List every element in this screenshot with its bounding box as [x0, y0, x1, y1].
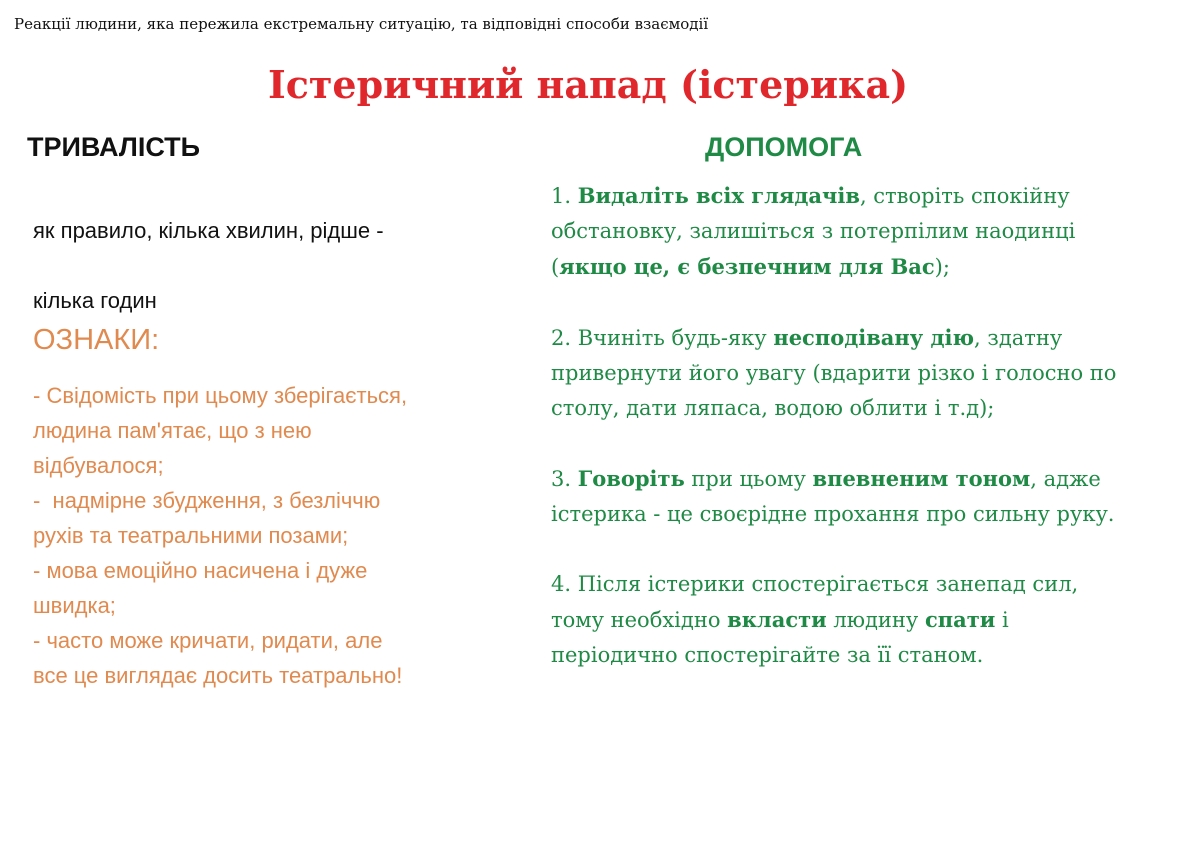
sign-line: - мова емоційно насичена і дуже [33, 558, 368, 583]
help-text: людину [826, 608, 925, 632]
help-emphasis: якщо це, є безпечним для Вас [559, 254, 935, 279]
help-line [551, 178, 1191, 214]
help-heading: ДОПОМОГА [705, 132, 863, 162]
help-line: обстановку, залишіться з потерпілим наодинці [551, 219, 1076, 243]
sign-line: людина пам'ятає, що з нею [33, 418, 312, 443]
help-text: , здатну [974, 326, 1063, 350]
help-line [551, 602, 1191, 638]
help-item-4 [551, 567, 1191, 673]
help-text: , адже [1030, 467, 1101, 491]
help-emphasis: Видаліть всіх глядачів [577, 183, 860, 208]
help-text: , створіть спокійну [859, 184, 1070, 208]
help-text: при цьому [684, 467, 813, 491]
duration-line: як правило, кілька хвилин, рідше - [33, 218, 384, 243]
help-text: ( [551, 255, 560, 279]
help-line [551, 249, 1191, 285]
duration-heading: ТРИВАЛІСТЬ [27, 132, 201, 162]
help-emphasis: Говоріть [577, 466, 685, 491]
help-line: привернути його увагу (вдарити різко і голосно по [551, 361, 1117, 385]
sign-line: - Свідомість при цьому зберігається, [33, 383, 408, 408]
help-line [551, 461, 1191, 497]
sign-line: - часто може кричати, ридати, але [33, 628, 383, 653]
document-caption: Реакції людини, яка пережила екстремальну ситуацію, та відповідні способи взаємодії [14, 15, 709, 33]
help-emphasis: впевненим тоном [812, 466, 1031, 491]
help-item-3 [551, 461, 1191, 532]
help-line: істерика - це своєрідне прохання про сильну руку. [551, 502, 1115, 526]
help-line: періодично спостерігайте за її станом. [551, 643, 984, 667]
help-list [551, 178, 1191, 708]
signs-list [33, 378, 503, 693]
sign-line: швидка; [33, 593, 116, 618]
help-item-2 [551, 320, 1191, 426]
help-line: 4. Після істерики спостерігається занепад сил, [551, 572, 1079, 596]
help-line [551, 320, 1191, 356]
help-text: 1. [551, 184, 578, 208]
help-text: і [995, 608, 1009, 632]
help-emphasis: несподівану дію [773, 325, 975, 350]
help-item-1 [551, 178, 1191, 285]
help-text: 2. Вчиніть будь-яку [551, 326, 774, 350]
sign-line: - надмірне збудження, з безліччю [33, 488, 381, 513]
help-line: столу, дати ляпаса, водою облити і т.д); [551, 396, 995, 420]
help-text: тому необхідно [551, 608, 728, 632]
duration-line: кілька годин [33, 288, 157, 313]
signs-heading: ОЗНАКИ: [33, 324, 160, 356]
sign-line: відбувалося; [33, 453, 164, 478]
help-text: 3. [551, 467, 578, 491]
help-text: ); [934, 255, 950, 279]
page-title: Істеричний напад (істерика) [267, 62, 909, 107]
help-emphasis: вкласти [727, 607, 827, 632]
help-emphasis: спати [924, 607, 996, 632]
sign-line: рухів та театральними позами; [33, 523, 349, 548]
sign-line: все це виглядає досить театрально! [33, 663, 403, 688]
